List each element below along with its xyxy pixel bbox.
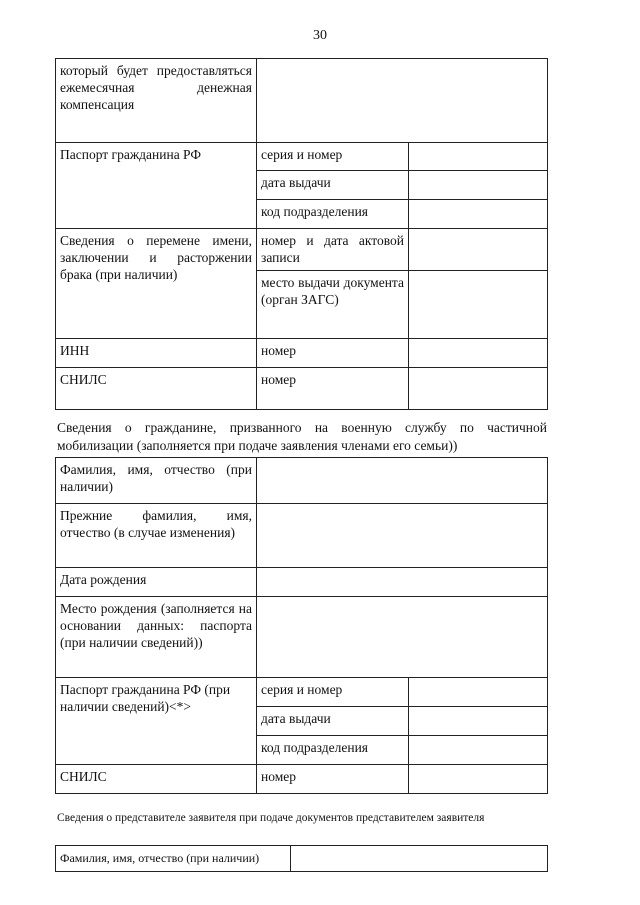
birth-place-field[interactable] xyxy=(257,597,548,678)
passport-date-label: дата выдачи xyxy=(257,171,409,200)
mob-snils-number-label: номер xyxy=(257,765,409,794)
representative-section-heading: Сведения о представителе заявителя при подаче документов представителем заявителя xyxy=(57,812,485,824)
snils-label: СНИЛС xyxy=(56,368,257,410)
issue-place-field[interactable] xyxy=(409,271,548,339)
mob-snils-field[interactable] xyxy=(409,765,548,794)
applicant-continued-table xyxy=(55,58,548,410)
passport-row xyxy=(56,143,548,171)
rep-full-name-field[interactable] xyxy=(291,846,548,872)
mob-passport-series-field[interactable] xyxy=(409,678,548,707)
inn-row xyxy=(56,339,548,368)
mobilized-citizen-table xyxy=(55,457,548,794)
issue-place-label: место выдачи документа (орган ЗАГС) xyxy=(257,271,409,339)
snils-number-label: номер xyxy=(257,368,409,410)
mob-passport-code-label: код подразделения xyxy=(257,736,409,765)
passport-date-field[interactable] xyxy=(409,171,548,200)
mob-passport-code-field[interactable] xyxy=(409,736,548,765)
snils-field[interactable] xyxy=(409,368,548,410)
full-name-field[interactable] xyxy=(257,458,548,504)
rep-full-name-row xyxy=(56,846,548,872)
mobilized-section-heading: Сведения о гражданине, призванного на военную службу по частичной мобилизации (заполняется при подаче заявления членами его семьи)) xyxy=(57,420,547,453)
compensation-label: который будет предоставляться ежемесячная денежная компенсация xyxy=(56,59,257,143)
birth-date-row xyxy=(56,568,548,597)
representative-table xyxy=(55,845,548,872)
passport-series-field[interactable] xyxy=(409,143,548,171)
rep-full-name-label: Фамилия, имя, отчество (при наличии) xyxy=(56,846,291,872)
passport-code-label: код подразделения xyxy=(257,200,409,229)
passport-series-label: серия и номер xyxy=(257,143,409,171)
inn-field[interactable] xyxy=(409,339,548,368)
birth-place-label: Место рождения (заполняется на основании данных: паспорта (при наличии сведений)) xyxy=(56,597,257,678)
page-number: 30 xyxy=(313,28,327,43)
mob-snils-label: СНИЛС xyxy=(56,765,257,794)
mob-passport-date-field[interactable] xyxy=(409,707,548,736)
act-record-label: номер и дата актовой записи xyxy=(257,229,409,271)
act-record-field[interactable] xyxy=(409,229,548,271)
previous-name-label: Прежние фамилия, имя, отчество (в случае изменения) xyxy=(56,504,257,568)
inn-number-label: номер xyxy=(257,339,409,368)
mob-passport-date-label: дата выдачи xyxy=(257,707,409,736)
birth-date-label: Дата рождения xyxy=(56,568,257,597)
mob-passport-series-label: серия и номер xyxy=(257,678,409,707)
compensation-row xyxy=(56,59,548,143)
snils-row xyxy=(56,368,548,410)
mob-passport-label: Паспорт гражданина РФ (при наличии сведений)<*> xyxy=(56,678,257,765)
inn-label: ИНН xyxy=(56,339,257,368)
compensation-value-field[interactable] xyxy=(257,59,548,143)
mob-passport-row xyxy=(56,678,548,707)
birth-date-field[interactable] xyxy=(257,568,548,597)
birth-place-row xyxy=(56,597,548,678)
previous-name-row xyxy=(56,504,548,568)
mob-snils-row xyxy=(56,765,548,794)
passport-code-field[interactable] xyxy=(409,200,548,229)
previous-name-field[interactable] xyxy=(257,504,548,568)
full-name-label: Фамилия, имя, отчество (при наличии) xyxy=(56,458,257,504)
name-change-label: Сведения о перемене имени, заключении и расторжении брака (при наличии) xyxy=(56,229,257,339)
name-change-row xyxy=(56,229,548,271)
full-name-row xyxy=(56,458,548,504)
passport-label: Паспорт гражданина РФ xyxy=(56,143,257,229)
